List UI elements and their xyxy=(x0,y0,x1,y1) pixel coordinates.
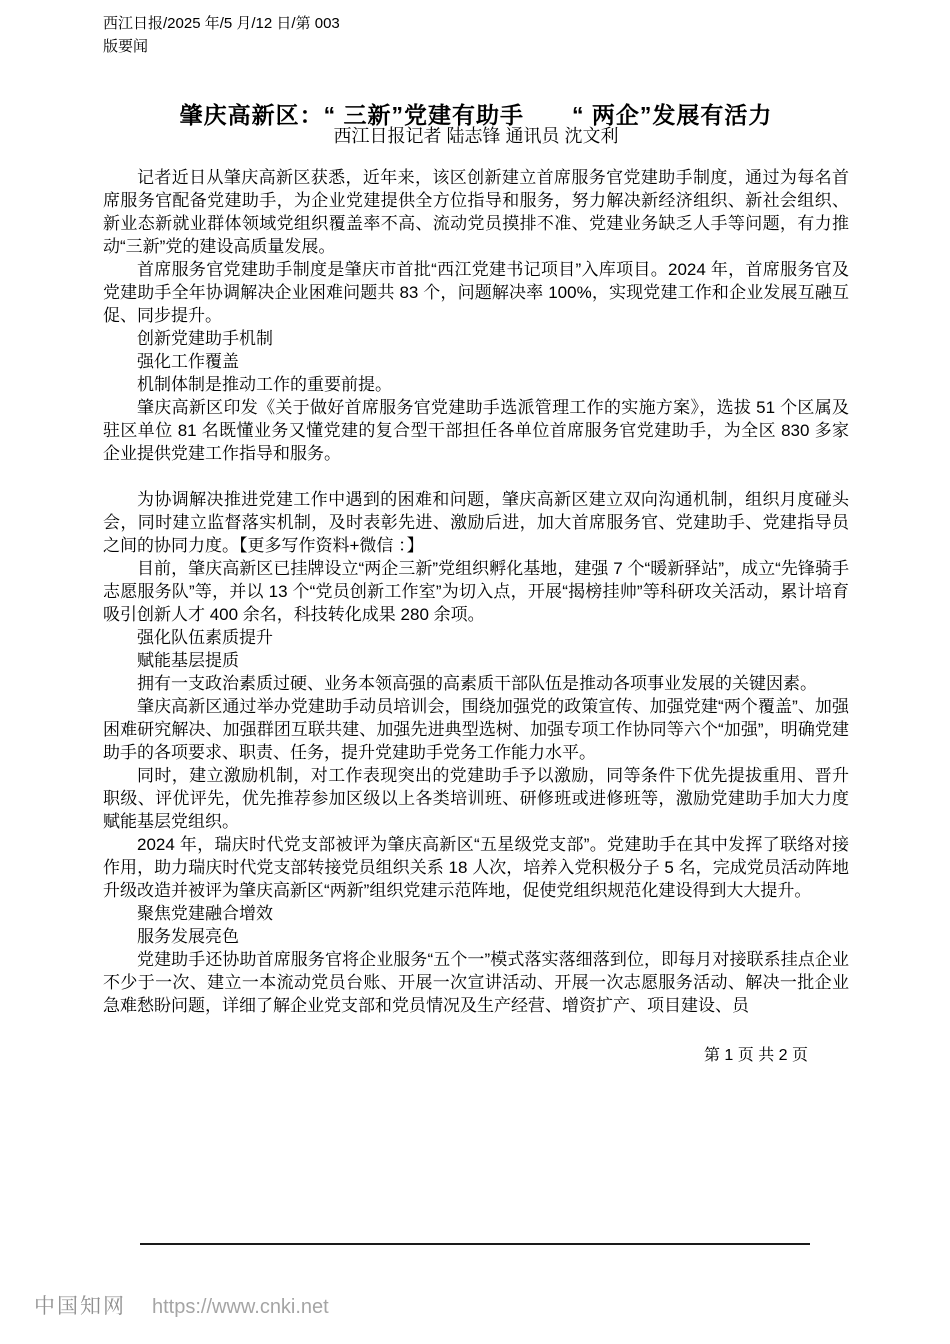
article-paragraph: 拥有一支政治素质过硬、业务本领高强的高素质干部队伍是推动各项事业发展的关键因素。 xyxy=(137,674,817,693)
article-paragraph: 肇庆高新区印发《关于做好首席服务官党建助手选派管理工作的实施方案》，选拔 51 个区属及驻区单位 81 名既懂业务又懂党建的复合型干部担任各单位首席服务官党建助手，为全区 830 多家企业提供党建工作指导和服务。 xyxy=(103,398,849,463)
article-subheading: 创新党建助手机制 xyxy=(137,329,273,348)
cnki-url-link[interactable]: https://www.cnki.net xyxy=(152,1296,329,1318)
cnki-brand-text: 中国知网 xyxy=(34,1295,126,1318)
article-paragraph: 肇庆高新区通过举办党建助手动员培训会，围绕加强党的政策宣传、加强党建“两个覆盖”、加强困难研究解决、加强群团互联共建、加强先进典型选树、加强专项工作协同等六个“加强”，明确党建助手的各项要求、职责、任务，提升党建助手党务工作能力水平。 xyxy=(103,697,849,762)
source-header-line1: 西江日报/2025 年/5 月/12 日/第 003 xyxy=(103,15,340,32)
article-body xyxy=(103,166,849,1017)
article-paragraph: 为协调解决推进党建工作中遇到的困难和问题，肇庆高新区建立双向沟通机制，组织月度碰头会，同时建立监督落实机制，及时表彰先进、激励后进，加大首席服务官、党建助手、党建指导员之间的协同力度。【更多写作资料+微信 ：】 xyxy=(103,490,849,555)
article-paragraph: 同时，建立激励机制，对工作表现突出的党建助手予以激励，同等条件下优先提拔重用、晋升职级、评优评先，优先推荐参加区级以上各类培训班、研修班或进修班等，激励党建助手加大力度赋能基层党组织。 xyxy=(103,766,849,831)
source-header xyxy=(103,12,523,58)
article-title: 肇庆高新区：“ 三新”党建有助手 “ 两企”发展有活力 xyxy=(179,102,773,129)
cnki-watermark xyxy=(34,1290,329,1320)
article-byline: 西江日报记者 陆志锋 通讯员 沈文利 xyxy=(333,126,619,146)
page-indicator: 第 1 页 共 2 页 xyxy=(703,1047,808,1064)
footer-divider xyxy=(140,1243,810,1245)
article-subheading: 聚焦党建融合增效 xyxy=(137,904,273,923)
article-paragraph: 目前，肇庆高新区已挂牌设立“两企三新”党组织孵化基地，建强 7 个“暖新驿站”，成立“先锋骑手志愿服务队”等，并以 13 个“党员创新工作室”为切入点，开展“揭榜挂帅”等科研攻关活动，累计培育吸引创新人才 400 余名，科技转化成果 280 余项。 xyxy=(103,559,849,624)
source-header-line2: 版要闻 xyxy=(103,38,149,55)
article-subheading: 强化队伍素质提升 xyxy=(137,628,273,647)
article-subheading: 强化工作覆盖 xyxy=(137,352,239,371)
article-subheading: 赋能基层提质 xyxy=(137,651,239,670)
article-paragraph: 机制体制是推动工作的重要前提。 xyxy=(137,375,392,394)
article-paragraph: 2024 年，瑞庆时代党支部被评为肇庆高新区“五星级党支部”。党建助手在其中发挥了联络对接作用，助力瑞庆时代党支部转接党员组织关系 18 人次，培养入党积极分子 5 名，完成党员活动阵地升级改造并被评为肇庆高新区“两新”组织党建示范阵地，促使党组织规范化建设得到大大提升。 xyxy=(103,835,849,900)
article-paragraph: 记者近日从肇庆高新区获悉，近年来，该区创新建立首席服务官党建助手制度，通过为每名首席服务官配备党建助手，为企业党建提供全方位指导和服务，努力解决新经济组织、新社会组织、新业态新就业群体领域党组织覆盖率不高、流动党员摸排不准、党建业务缺乏人手等问题，有力推动“三新”党的建设高质量发展。 xyxy=(103,168,849,256)
article-paragraph: 党建助手还协助首席服务官将企业服务“五个一”模式落实落细落到位，即每月对接联系挂点企业不少于一次、建立一本流动党员台账、开展一次宣讲活动、开展一次志愿服务活动、解决一批企业急难愁盼问题，详细了解企业党支部和党员情况及生产经营、增资扩产、项目建设、员 xyxy=(103,950,849,1015)
article-subheading: 服务发展亮色 xyxy=(137,927,239,946)
article-paragraph: 首席服务官党建助手制度是肇庆市首批“西江党建书记项目”入库项目。2024 年，首席服务官及党建助手全年协调解决企业困难问题共 83 个，问题解决率 100%，实现党建工作和企业发展互融互促、同步提升。 xyxy=(103,260,849,325)
